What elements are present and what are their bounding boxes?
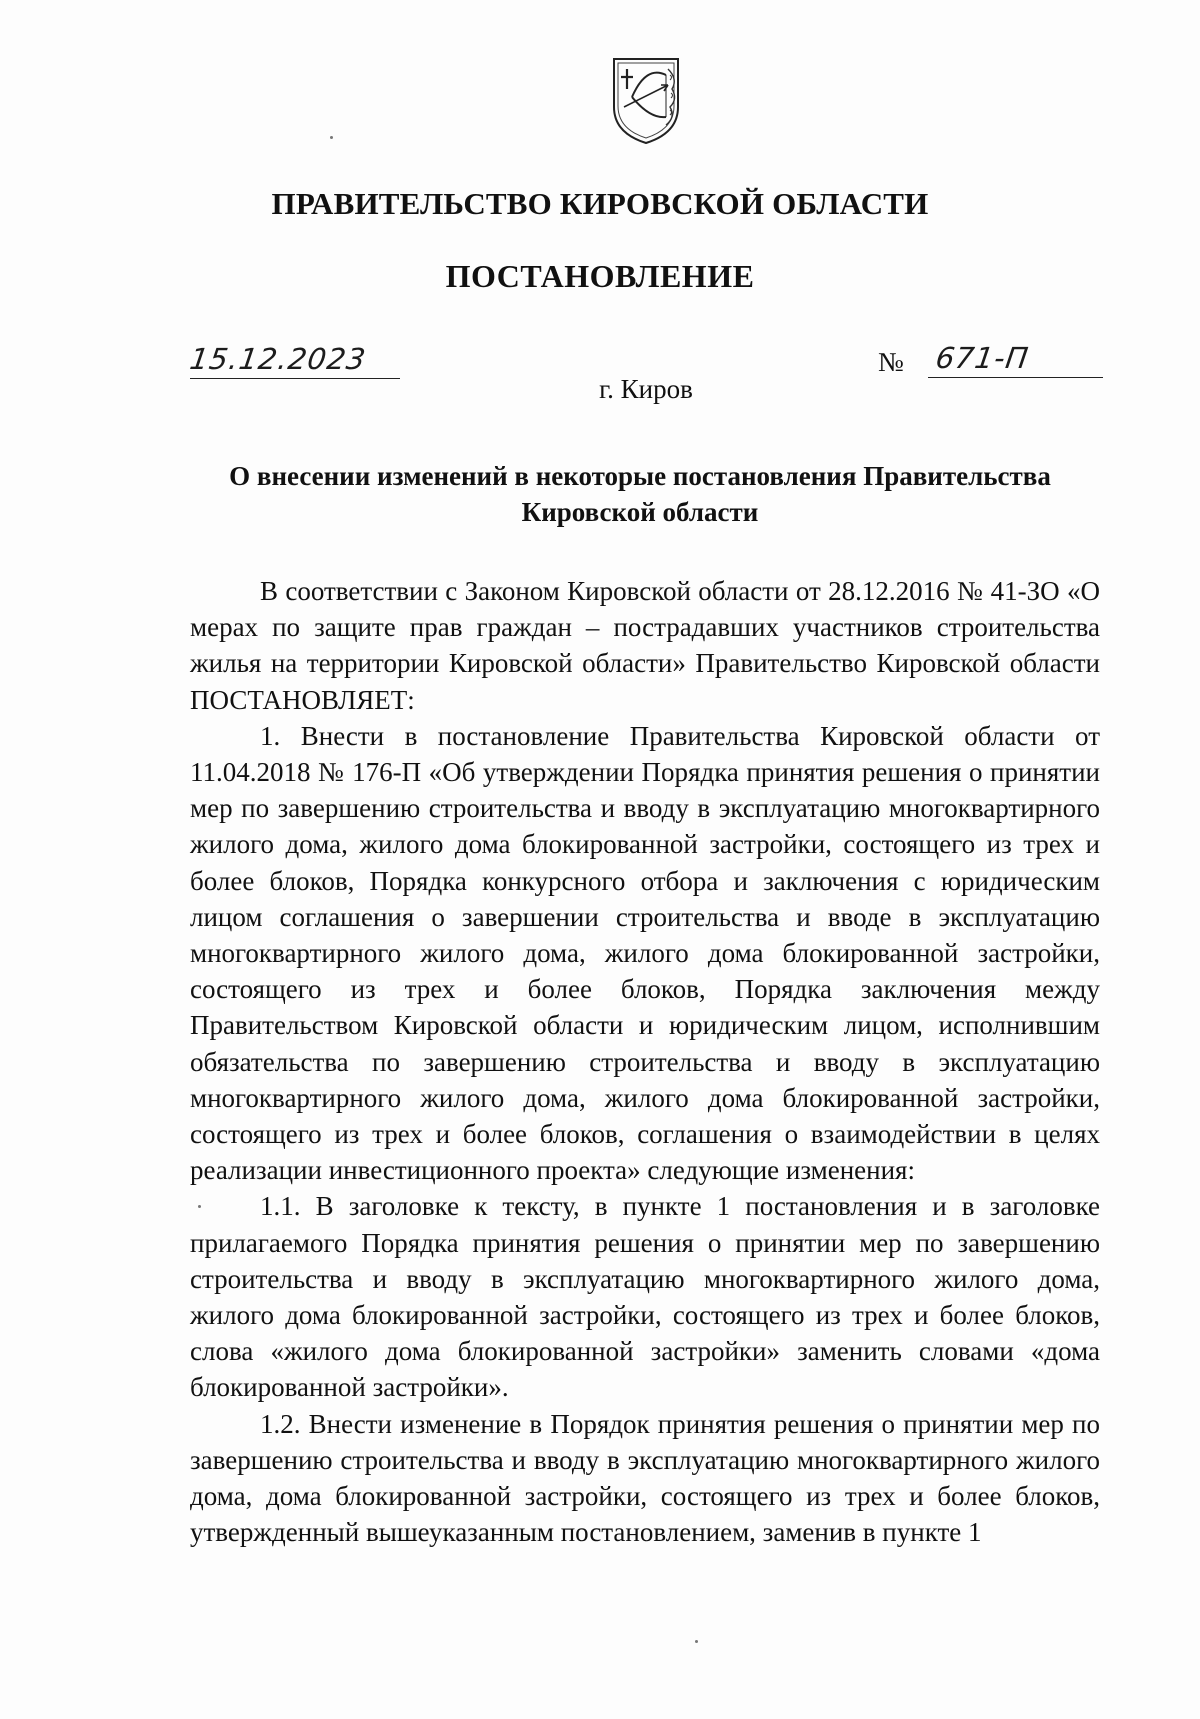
subject-line-2: Кировской области: [521, 497, 759, 527]
paragraph-item-1-1: 1.1. В заголовке к тексту, в пункте 1 постановления и в заголовке прилагаемого Порядка принятия решения о принятии мер по завершению строительства и вводу в эксплуатацию многоквартирного жилого дома, жилого дома блокированной застройки, состоящего из трех и более блоков, слова «жилого дома блокированной застройки» заменить словами «дома блокированной застройки».: [190, 1191, 1100, 1403]
scan-speck: [198, 1205, 201, 1208]
kirov-coat-of-arms-icon: [610, 55, 682, 147]
document-type-title: ПОСТАНОВЛЕНИЕ: [445, 258, 755, 294]
paragraph-item-1-2: 1.2. Внести изменение в Порядок принятия решения о принятии мер по завершению строительства и вводу в эксплуатацию многоквартирного жилого дома, дома блокированной застройки, состоящего из трех и более блоков, утвержденный вышеуказанным постановлением, заменив в пункте 1: [190, 1408, 1100, 1548]
scan-speck: [695, 1640, 698, 1643]
paragraph-preamble: В соответствии с Законом Кировской области от 28.12.2016 № 41-ЗО «О мерах по защите прав граждан – пострадавших участников строительства жилья на территории Кировской области» Правительство Кировской области ПОСТАНОВЛЯЕТ:: [190, 576, 1100, 715]
number-label: №: [878, 347, 904, 377]
number-field: [878, 340, 1103, 378]
paragraph-item-1: 1. Внести в постановление Правительства Кировской области от 11.04.2018 № 176-П «Об утверждении Порядка принятия решения о принятии мер по завершению строительства и вводу в эксплуатацию многоквартирного жилого дома, жилого дома блокированной застройки, состоящего из трех и более блоков, Порядка конкурсного отбора и заключения с юридическим лицом соглашения о завершении строительства и вводе в эксплуатацию многоквартирного жилого дома, жилого дома блокированной застройки, состоящего из трех и более блоков, Порядка заключения между Правительством Кировской области и юридическим лицом, исполнившим обязательства по завершению строительства и вводу в эксплуатацию многоквартирного жилого дома, жилого дома блокированной застройки, состоящего из трех и более блоков, соглашения о взаимодействии в целях реализации инвестиционного проекта» следующие изменения:: [190, 720, 1100, 1186]
handwritten-date: 15.12.2023: [187, 342, 369, 376]
document-subject: [160, 458, 1120, 530]
subject-line-1: О внесении изменений в некоторые постановления Правительства: [229, 461, 1051, 491]
organization-title: ПРАВИТЕЛЬСТВО КИРОВСКОЙ ОБЛАСТИ: [271, 186, 929, 221]
document-body: [190, 573, 1100, 1550]
scan-speck: [330, 136, 333, 139]
number-underline: [928, 339, 1103, 378]
city: г. Киров: [599, 374, 693, 404]
handwritten-number: 671-П: [933, 341, 1032, 375]
